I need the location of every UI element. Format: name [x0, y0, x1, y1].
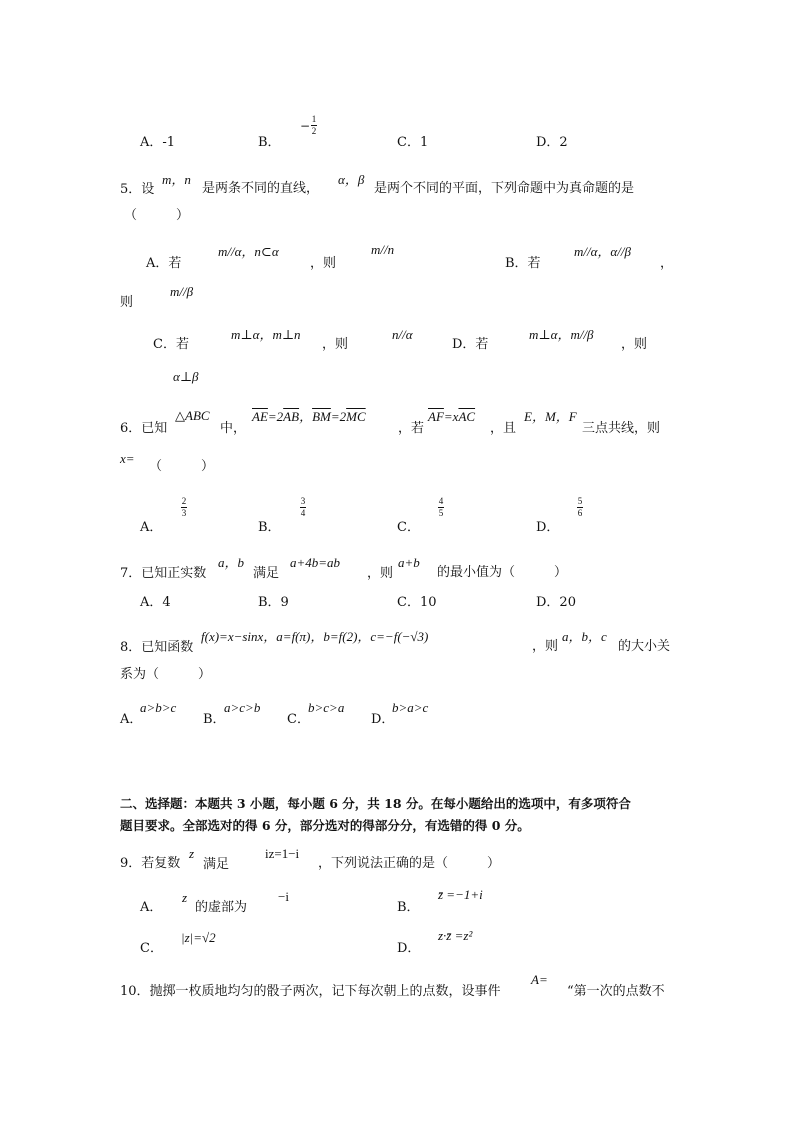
q5-b-comma: ， — [660, 256, 674, 271]
q10-stem-a: 10．抛掷一枚质地均匀的骰子两次，记下每次朝上的点数，设事件 — [120, 984, 501, 999]
q6-a-fraction: 2 3 — [181, 496, 187, 518]
q7-stem-a: 7．已知正实数 — [120, 566, 207, 581]
q4-option-a: A．-1 — [140, 135, 176, 150]
q7-option-d: D．20 — [536, 595, 576, 610]
vec-ac: $\overline{AC}$ — [458, 409, 476, 424]
q9-a-label: A． — [140, 900, 163, 915]
q4-b-fraction: 1 2 — [311, 114, 317, 136]
q7-option-a: A．4 — [140, 595, 171, 610]
q6-option-a: A． — [140, 520, 163, 535]
q8-function: f(x)=x−sinx，a=f(π)，b=f(2)，c=−f(−√3) — [201, 629, 429, 644]
q9-d-expr: z·z̄ =z² — [438, 928, 473, 943]
q4-b-sign: − — [300, 119, 311, 133]
q9-c-expr: |z|=√2 — [181, 930, 216, 945]
q8-option-c: C． — [287, 712, 310, 727]
q6-vector-equations: $\overline{AE}=2\overline{AB}$，$\overline{BM}=2\overline{MC}$ — [252, 409, 366, 424]
q6-option-d: D． — [536, 520, 560, 535]
q6-c-fraction: 4 5 — [438, 496, 444, 518]
q5-stem-b: 是两条不同的直线， — [202, 181, 320, 196]
q5-alpha-beta: α，β — [338, 172, 365, 187]
q6-option-c: C． — [397, 520, 420, 535]
q9-a-z: z — [182, 890, 188, 905]
q9-condition: iz=1−i — [265, 846, 300, 861]
q5-b-then: 则 — [120, 295, 134, 310]
q9-stem-a: 9．若复数 — [120, 856, 181, 871]
q5-a-label: A．若 — [146, 256, 182, 271]
q5-a-res: m//n — [371, 242, 395, 257]
q5-c-cond: m⊥α，m⊥n — [231, 327, 301, 342]
q6-d-fraction: 5 6 — [577, 496, 583, 518]
q5-a-then: ，则 — [310, 256, 337, 271]
q7-condition: a+4b=ab — [290, 555, 341, 570]
section2-line2: 题目要求。全部选对的得 6 分，部分选对的得部分分，有选错的得 0 分。 — [120, 818, 530, 833]
q9-d-label: D． — [397, 941, 421, 956]
q8-stem-a: 8．已知函数 — [120, 640, 194, 655]
q4-option-b: B． — [258, 135, 281, 150]
q6-stem-b: 中， — [220, 421, 247, 436]
q7-stem-c: ，则 — [367, 566, 394, 581]
q5-b-res: m//β — [170, 284, 194, 299]
q6-af-eq: $\overline{AF}=x\overline{AC}$ — [428, 409, 476, 424]
q9-b-expr: z̄ =−1+i — [438, 887, 483, 902]
q8-stem-d: 系为（ ） — [120, 667, 212, 682]
q6-paren: （ ） — [149, 459, 215, 474]
q5-b-label: B．若 — [505, 256, 541, 271]
vec-mc: $\overline{MC}$ — [346, 409, 366, 424]
q7-stem-b: 满足 — [253, 566, 280, 581]
q5-d-cond: m⊥α，m//β — [529, 327, 594, 342]
q9-stem-c: ，下列说法正确的是（ ） — [318, 856, 501, 871]
vec-bm: $\overline{BM}$ — [312, 409, 331, 424]
vec-ae: $\overline{AE}$ — [252, 409, 268, 424]
q6-points: E，M，F — [524, 409, 577, 424]
q8-option-a: A． — [120, 712, 143, 727]
vec-af: $\overline{AF}$ — [428, 409, 444, 424]
q5-m-n: m，n — [162, 172, 191, 187]
q7-expr: a+b — [398, 555, 420, 570]
q9-z: z — [189, 846, 195, 861]
q6-triangle: △ABC — [175, 408, 210, 423]
q6-option-b: B． — [258, 520, 281, 535]
q4-option-c: C．1 — [397, 135, 429, 150]
q8-b-expr: a>c>b — [224, 700, 261, 715]
q9-b-label: B． — [397, 900, 420, 915]
q5-d-res: α⊥β — [173, 369, 199, 384]
q8-stem-b: ，则 — [532, 639, 559, 654]
q10-event: A= — [531, 972, 548, 987]
q8-stem-c: 的大小关 — [618, 639, 671, 654]
q5-d-label: D．若 — [452, 337, 489, 352]
q4-option-d: D．2 — [536, 135, 568, 150]
q6-stem-d: ，且 — [490, 421, 517, 436]
q8-a-expr: a>b>c — [140, 700, 177, 715]
q5-c-then: ，则 — [322, 337, 349, 352]
q10-stem-b: “第一次的点数不 — [567, 984, 665, 999]
q8-c-expr: b>c>a — [308, 700, 345, 715]
q6-stem-e: 三点共线，则 — [582, 421, 661, 436]
q6-b-fraction: 3 4 — [300, 496, 306, 518]
q8-d-expr: b>a>c — [392, 700, 429, 715]
q8-abc: a，b，c — [562, 629, 607, 644]
q5-c-res: n//α — [392, 327, 413, 342]
q7-stem-d: 的最小值为（ ） — [437, 565, 568, 580]
q7-option-b: B．9 — [258, 595, 289, 610]
q5-stem-c: 是两个不同的平面，下列命题中为真命题的是 — [374, 181, 635, 196]
q6-stem-a: 6．已知 — [120, 421, 168, 436]
q9-a-text: 的虚部为 — [195, 900, 248, 915]
q5-paren: （ ） — [124, 208, 190, 223]
q8-option-d: D． — [371, 712, 395, 727]
q5-stem-a: 5．设 — [120, 182, 155, 197]
q7-option-c: C．10 — [397, 595, 437, 610]
q5-d-then: ，则 — [621, 337, 648, 352]
q9-c-label: C． — [140, 941, 163, 956]
q5-c-label: C．若 — [153, 337, 189, 352]
section2-line1: 二、选择题：本题共 3 小题，每小题 6 分，共 18 分。在每小题给出的选项中，有多项符合 — [120, 796, 631, 811]
vec-ab: $\overline{AB}$ — [283, 409, 300, 424]
q8-option-b: B． — [203, 712, 226, 727]
q7-ab: a，b — [218, 555, 245, 570]
q6-x-eq: x= — [120, 451, 135, 466]
q5-a-cond: m//α，n⊂α — [218, 244, 279, 259]
q6-stem-c: ，若 — [398, 421, 425, 436]
q5-b-cond: m//α，α//β — [574, 244, 631, 259]
q9-a-value: −i — [278, 889, 289, 904]
q9-stem-b: 满足 — [203, 857, 230, 872]
